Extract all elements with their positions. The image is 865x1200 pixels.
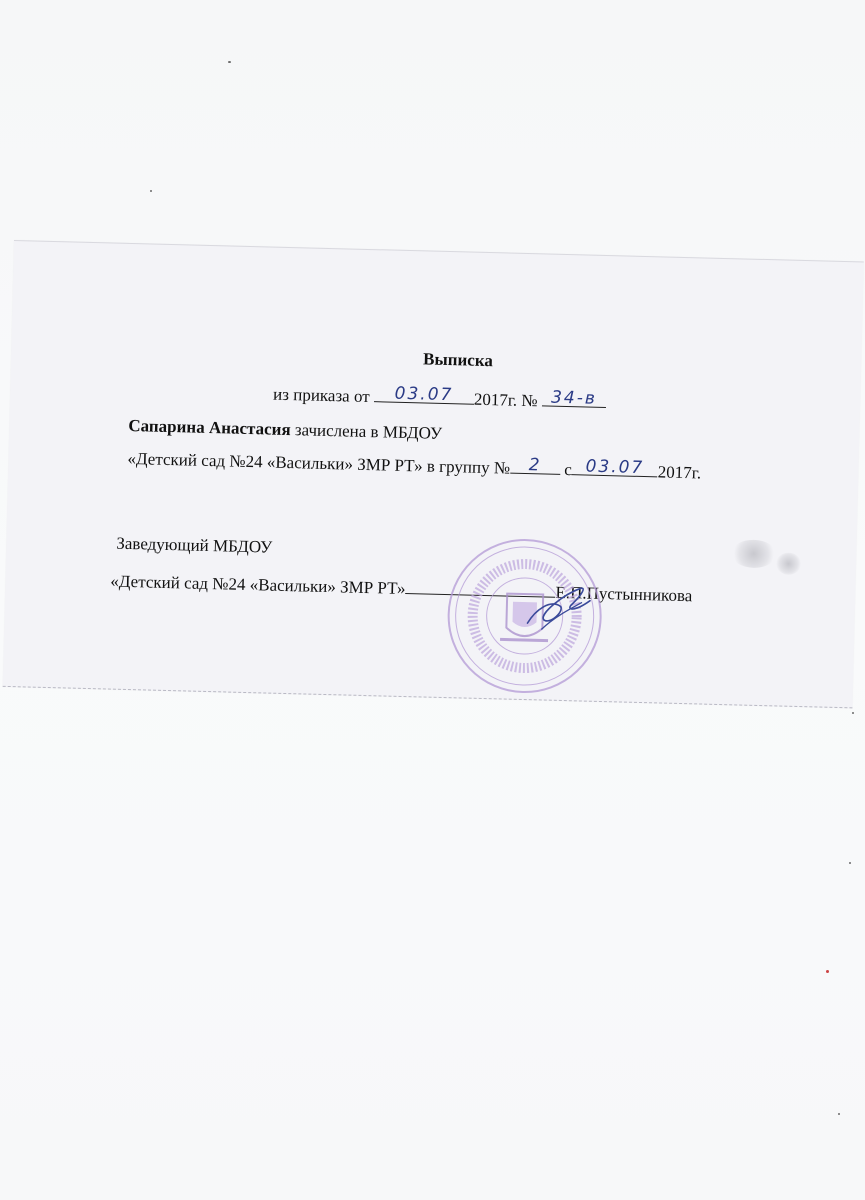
group-from-date-handwritten: 03.07 — [585, 456, 645, 479]
order-number-handwritten: 34-в — [550, 387, 598, 409]
handwritten-signature — [519, 579, 600, 641]
child-name: Сапарина Анастасия — [128, 415, 291, 440]
group-number-field — [510, 457, 560, 475]
scan-speck — [838, 1113, 840, 1115]
signatory-name: Е.П.Пустынникова — [555, 582, 693, 606]
document-title: Выписка — [422, 349, 494, 371]
group-line — [127, 447, 701, 484]
group-from-label: с — [564, 460, 573, 480]
group-institution-text: «Детский сад №24 «Васильки» ЗМР РТ» в группу № — [127, 448, 511, 478]
enrollment-text: зачислена в МБДОУ — [294, 420, 443, 443]
order-date-field — [374, 385, 474, 405]
scan-speck — [852, 712, 854, 714]
order-date-handwritten: 03.07 — [394, 383, 454, 406]
group-from-date-field — [572, 458, 658, 477]
scan-speck — [826, 970, 829, 973]
scan-smudge — [776, 552, 802, 575]
order-year-number-label: 2017г. № — [473, 389, 538, 411]
scan-speck — [150, 190, 152, 192]
order-prefix: из приказа от — [272, 384, 370, 407]
group-year-label: 2017г. — [657, 462, 702, 483]
enrollment-line — [128, 416, 442, 444]
signatory-institution: «Детский сад №24 «Васильки» ЗМР РТ» — [110, 571, 406, 599]
order-number-field — [542, 389, 606, 408]
signatory-position: Заведующий МБДОУ — [116, 533, 273, 557]
group-number-handwritten: 2 — [528, 455, 542, 476]
document-slip — [3, 240, 864, 708]
order-line — [273, 383, 606, 413]
scan-smudge — [731, 539, 777, 568]
scan-speck — [849, 862, 851, 864]
scan-speck — [228, 61, 231, 63]
